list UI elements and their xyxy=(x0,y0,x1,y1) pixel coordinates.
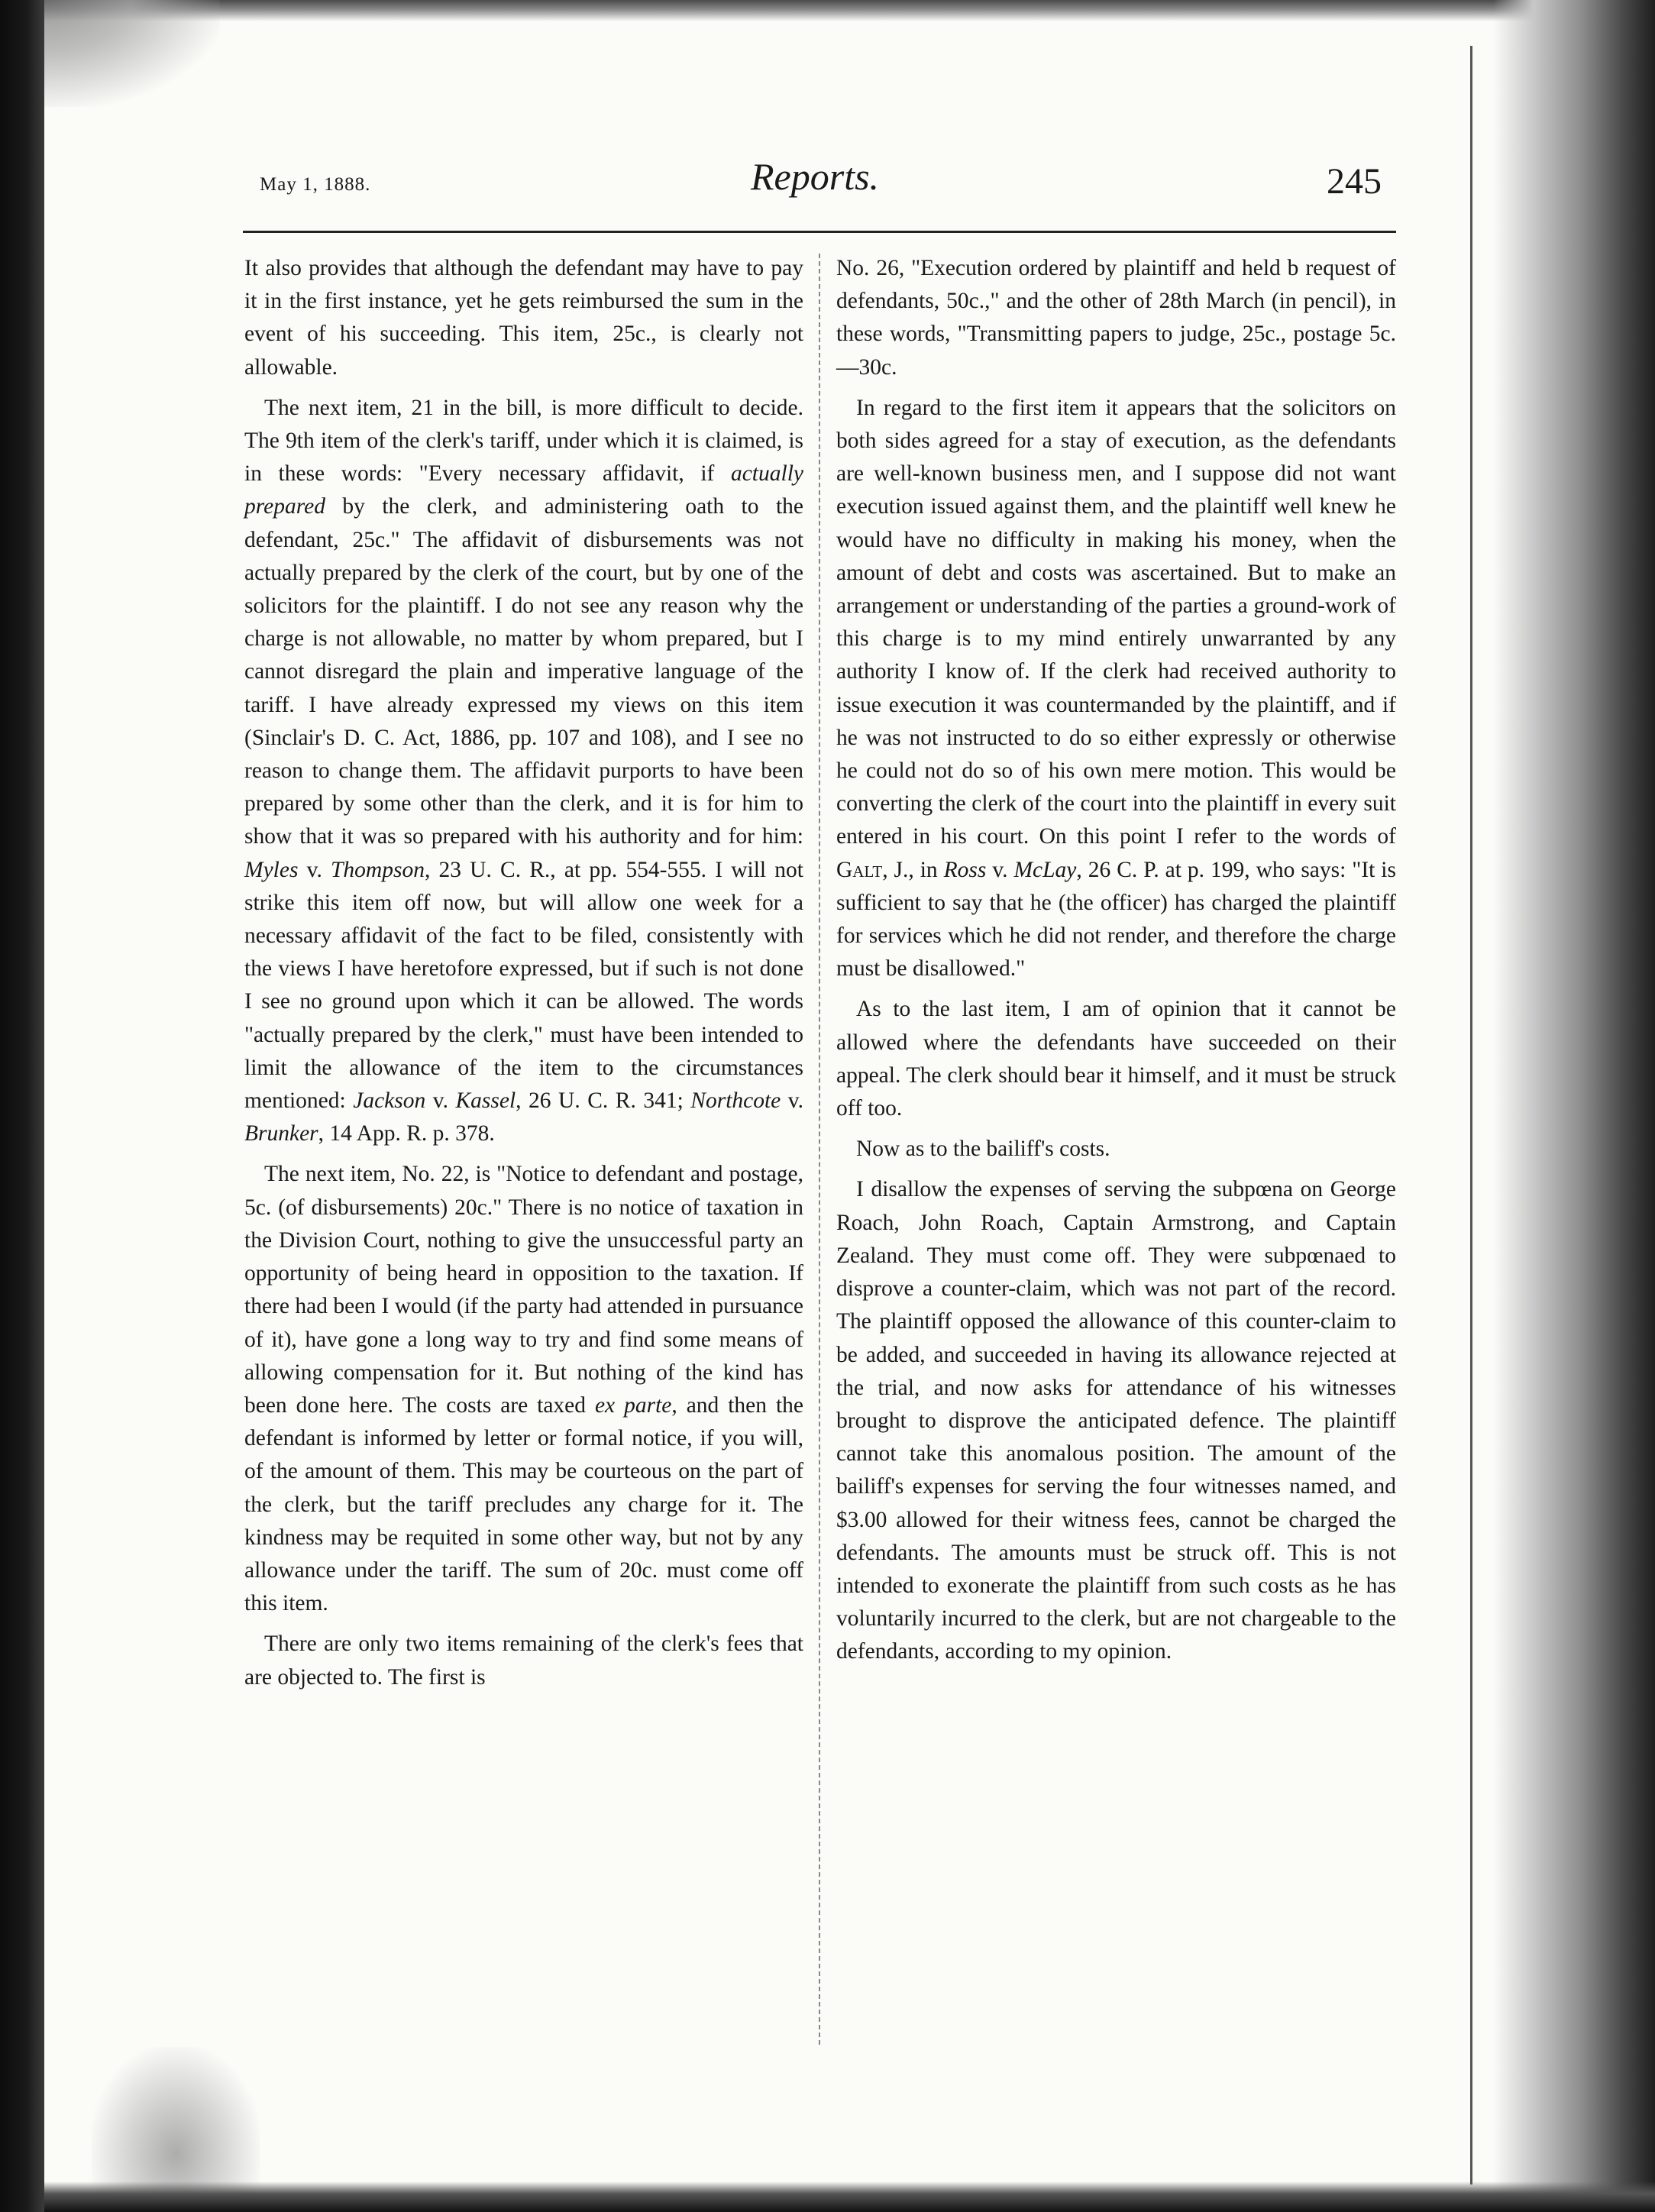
scan-smudge xyxy=(92,2047,260,2200)
column-divider xyxy=(819,254,820,2045)
right-paragraph-4: Now as to the bailiff's costs. xyxy=(856,1137,1110,1162)
scan-right-edge xyxy=(1493,0,1655,2212)
right-paragraph-5: I disallow the expenses of serving the subpœna on George Roach, John Roach, Captain Armstrong, and Captain Zealand. They must come off. They were subpœnaed to disprove a counter-claim, which was not part of the record. The plaintiff opposed the allowance of this counter-claim to be added, and succeeded in having its allowance rejected at the trial, and now asks for attendance of his witnesses brought to disprove the anticipated defence. The plaintiff cannot take this anomalous position. The amount of the bailiff's expenses for serving the four witnesses named, and $3.00 allowed for their witness fees, cannot be charged the defendants. The amounts must be struck off. This is not intended to exonerate the plaintiff from such costs as he has voluntarily incurred to the clerk, but are not chargeable to the defendants, according to my opinion. xyxy=(836,1177,1396,1664)
left-paragraph-4: There are only two items remaining of the clerk's fees that are objected to. The first is xyxy=(244,1632,803,1690)
left-column xyxy=(244,252,803,1702)
right-paragraph-3: As to the last item, I am of opinion that it cannot be allowed where the defendants have succeeded on their appeal. The clerk should bear it himself, and it must be struck off too. xyxy=(836,997,1396,1121)
scan-bottom-edge xyxy=(0,2181,1655,2212)
scan-page-edge-line xyxy=(1470,46,1472,2185)
left-paragraph-3: The next item, No. 22, is "Notice to defendant and postage, 5c. (of disbursements) 20c." There is no notice of taxation in the Division Court, nothing to give the unsuccessful party an opportunity of being heard in opposition to the taxation. If there had been I would (if the party had attended in pursuance of it), have gone a long way to try and find some means of allowing compensation for it. But nothing of the kind has been done here. The costs are taxed ex parte, and then the defendant is informed by letter or formal notice, if you will, of the amount of them. This may be courteous on the part of the clerk, but the tariff precludes any charge for it. The kindness may be requited in some other way, but not by any allowance under the tariff. The sum of 20c. must come off this item. xyxy=(244,1162,803,1616)
scan-corner-shadow xyxy=(44,0,220,107)
page-number: 245 xyxy=(1327,161,1382,202)
scan-left-edge xyxy=(0,0,44,2212)
header-title: Reports. xyxy=(751,155,880,198)
header-rule xyxy=(243,231,1396,233)
left-paragraph-1: It also provides that although the defendant may have to pay it in the first instance, yet he gets reimbursed the sum in the event of his succeeding. This item, 25c., is clearly not allowable. xyxy=(244,256,803,380)
header-date: May 1, 1888. xyxy=(260,174,371,195)
right-paragraph-2: In regard to the first item it appears that the solicitors on both sides agreed for a stay of execution, as the defendants are well-known business men, and I suppose did not want execution issued against them, and the plaintiff well knew he would have no difficulty in making his money, when the amount of debt and costs was ascertained. But to make an arrangement or understanding of the parties a ground-work of this charge is to my mind entirely unwarranted by any authority I know of. If the clerk had received authority to issue execution it was countermanded by the plaintiff, and if he was not instructed to do so either expressly or otherwise he could not do so of his own mere motion. This would be converting the clerk of the court into the plaintiff in every suit entered in his court. On this point I refer to the words of Galt, J., in Ross v. McLay, 26 C. P. at p. 199, who says: "It is sufficient to say that he (the officer) has charged the plaintiff for services which he did not render, and therefore the charge must be disallowed." xyxy=(836,395,1396,981)
right-paragraph-1: No. 26, "Execution ordered by plaintiff and held b request of defendants, 50c.," and the other of 28th March (in pencil), in these words, "Transmitting papers to judge, 25c., postage 5c.—30c. xyxy=(836,256,1396,380)
left-paragraph-2: The next item, 21 in the bill, is more difficult to decide. The 9th item of the clerk's tariff, under which it is claimed, is in these words: "Every necessary affidavit, if actually prepared by the clerk, and administering oath to the defendant, 25c." The affidavit of disbursements was not actually prepared by the clerk of the court, but by one of the solicitors for the plaintiff. I do not see any reason why the charge is not allowable, no matter by whom prepared, but I cannot disregard the plain and imperative language of the tariff. I have already expressed my views on this item (Sinclair's D. C. Act, 1886, pp. 107 and 108), and I see no reason to change them. The affidavit purports to have been prepared by some other than the clerk, and it is for him to show that it was so prepared with his authority and for him: Myles v. Thompson, 23 U. C. R., at pp. 554-555. I will not strike this item off now, but will allow one week for a necessary affidavit of the fact to be filed, consistently with the views I have heretofore expressed, but if such is not done I see no ground upon which it can be allowed. The words "actually prepared by the clerk," must have been intended to limit the allowance of the item to the circumstances mentioned: Jackson v. Kassel, 26 U. C. R. 341; Northcote v. Brunker, 14 App. R. p. 378. xyxy=(244,395,803,1146)
scan-top-edge xyxy=(44,0,1572,21)
right-column xyxy=(836,252,1396,1677)
